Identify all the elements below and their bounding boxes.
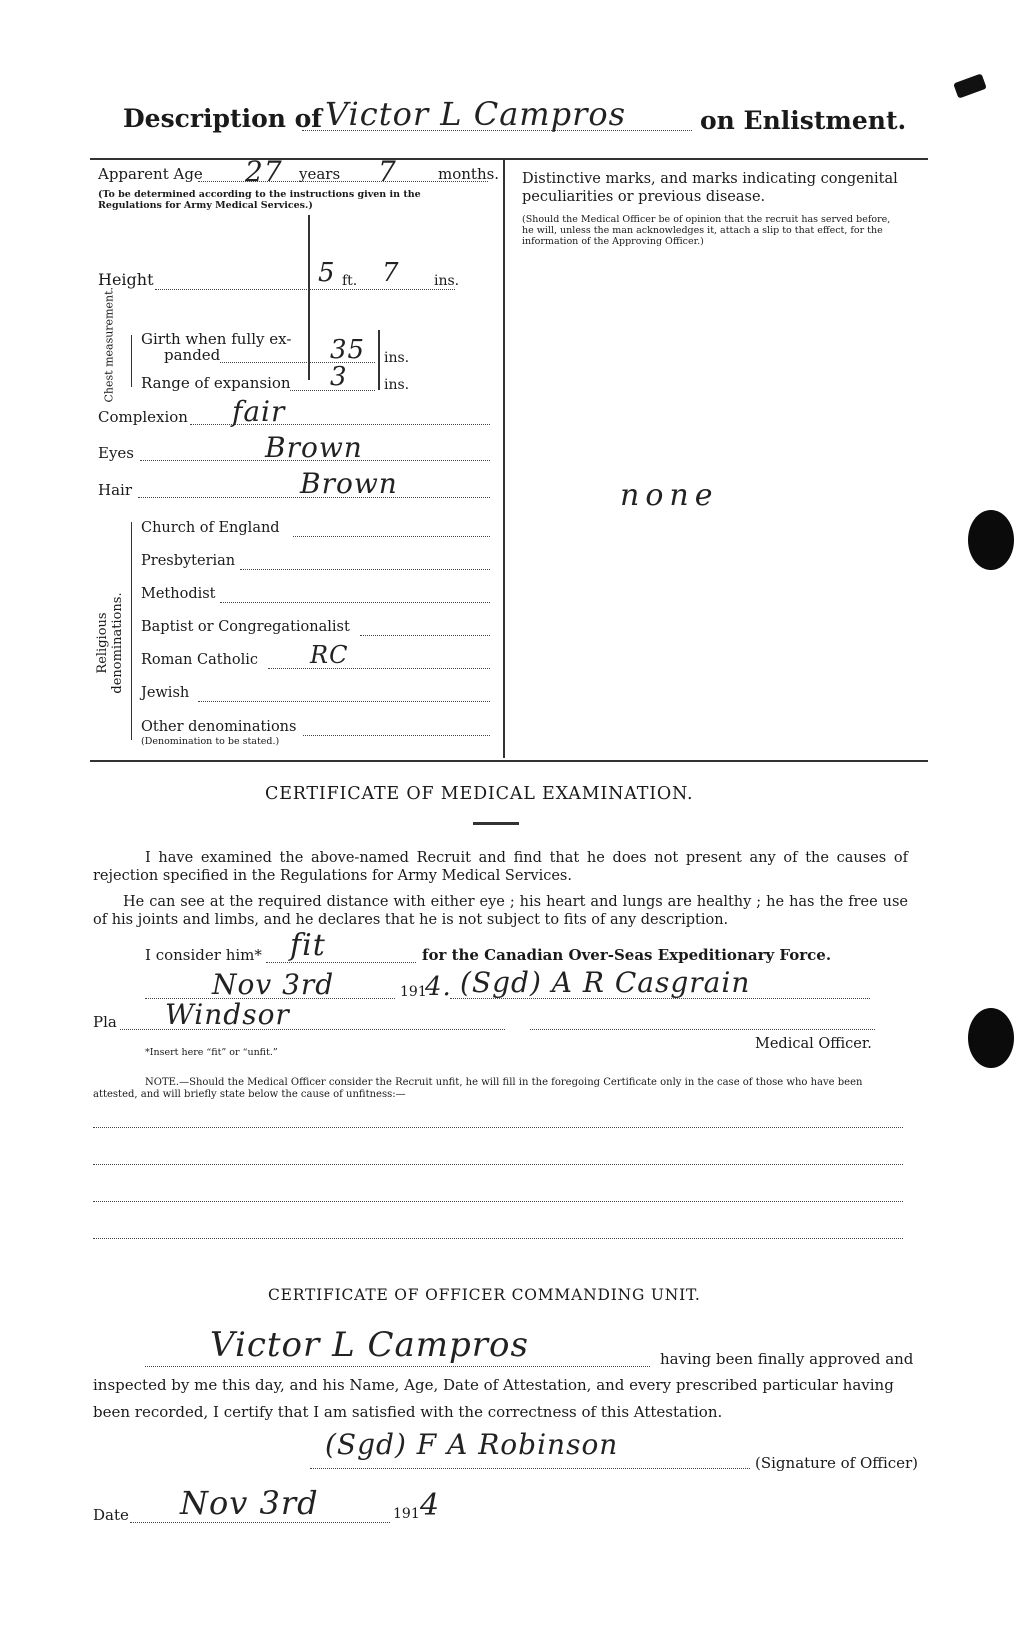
chest-brace [131, 335, 138, 387]
commanding-date-value: Nov 3rd [180, 1484, 319, 1522]
medical-para2: He can see at the required distance with either eye ; his heart and lungs are healthy ; he has the free use of his joints and limbs, and he declares that he is not subject to fits of any description. [93, 894, 908, 928]
girth-value: 35 [330, 335, 366, 365]
header-prefix: Description of [123, 104, 323, 133]
medical-para1: I have examined the above-named Recruit and find that he does not present any of the causes of rejection specified in the Regulations for Army Medical Services. [93, 850, 908, 884]
corner-mark [953, 73, 987, 98]
inner-divider [308, 215, 310, 380]
unfit-line-3 [93, 1201, 903, 1202]
age-months: 7 [378, 155, 397, 188]
religion-line-6 [303, 735, 490, 736]
religion-group-label: Religious denominations. [95, 592, 125, 694]
officer-line [530, 1029, 875, 1030]
header-name: Victor L Campros [325, 95, 627, 133]
description-bottom-rule [90, 760, 928, 762]
girth-label-1: Girth when fully ex- [141, 330, 292, 348]
months-word: months. [438, 165, 500, 183]
religion-line-3 [360, 635, 490, 636]
religion-church-of-england: Church of England [141, 520, 280, 536]
complexion-label: Complexion [98, 408, 188, 426]
punch-hole-bottom [968, 1008, 1014, 1068]
medical-date-value: Nov 3rd [212, 968, 335, 1001]
ins-word: ins. [434, 273, 460, 289]
ft-word: ft. [342, 273, 358, 289]
eyes-label: Eyes [98, 444, 134, 462]
religion-baptist: Baptist or Congregationalist [141, 619, 350, 635]
religion-line-0 [293, 536, 490, 537]
religion-brace [131, 522, 138, 740]
range-ins: ins. [384, 377, 410, 393]
commanding-text-2: inspected by me this day, and his Name, Age, Date of Attestation, and every prescribed particular having [93, 1376, 894, 1394]
religion-other-note: (Denomination to be stated.) [141, 736, 280, 747]
range-label: Range of expansion [141, 374, 291, 392]
column-divider [503, 160, 505, 758]
medical-signature: (Sgd) A R Casgrain [460, 966, 751, 999]
complexion-value: fair [232, 395, 286, 428]
commanding-text-3: been recorded, I certify that I am satisfied with the correctness of this Attestation. [93, 1403, 723, 1421]
medical-note: NOTE.—Should the Medical Officer consider the Recruit unfit, he will fill in the foregoing Certificate only in the case of those who have been attested, and will briefly state below the cause of unfitness:— [93, 1077, 863, 1100]
commanding-year-suffix: 4 [420, 1488, 441, 1523]
inner-divider-short [378, 330, 380, 390]
medical-title-rule [473, 822, 519, 825]
hair-label: Hair [98, 481, 132, 499]
religion-line-5 [198, 701, 490, 702]
commanding-date-label: Date [93, 1506, 129, 1524]
height-in: 7 [382, 258, 400, 288]
age-note: (To be determined according to the instructions given in the Regulations for Army Medical Services.) [98, 189, 421, 211]
medical-title: CERTIFICATE OF MEDICAL EXAMINATION. [265, 784, 694, 804]
commanding-title: CERTIFICATE OF OFFICER COMMANDING UNIT. [268, 1286, 701, 1304]
religion-roman-catholic-value: RC [310, 641, 349, 669]
religion-line-2 [220, 602, 490, 603]
header-suffix: on Enlistment. [700, 106, 907, 135]
marks-heading: Distinctive marks, and marks indicating congenital peculiarities or previous disease. [522, 171, 898, 205]
top-rule [90, 158, 928, 160]
religion-other: Other denominations [141, 719, 297, 735]
marks-value: none [620, 478, 719, 513]
commanding-date-line [130, 1522, 390, 1523]
consider-suffix: for the Canadian Over-Seas Expeditionary Force. [422, 946, 832, 964]
consider-value: fit [290, 928, 326, 963]
unfit-line-2 [93, 1164, 903, 1165]
chest-group-label: Chest measurement. [102, 286, 116, 403]
religion-roman-catholic: Roman Catholic [141, 652, 259, 668]
religion-presbyterian: Presbyterian [141, 553, 236, 569]
commanding-year-prefix: 191 [393, 1506, 420, 1522]
height-ft: 5 [318, 258, 336, 288]
unfit-line-4 [93, 1238, 903, 1239]
age-years: 27 [245, 155, 283, 188]
unfit-line-1 [93, 1127, 903, 1128]
commanding-text-1: having been finally approved and [660, 1350, 914, 1368]
consider-line [266, 962, 416, 963]
commanding-signature-line [310, 1468, 750, 1469]
officer-label: Medical Officer. [755, 1036, 872, 1052]
religion-line-1 [240, 569, 490, 570]
height-line [155, 289, 455, 290]
commanding-signature: (Sgd) F A Robinson [325, 1428, 619, 1461]
place-value: Windsor [165, 998, 290, 1031]
years-word: years [299, 165, 341, 183]
place-label: Pla [93, 1013, 117, 1031]
girth-ins: ins. [384, 350, 410, 366]
girth-label-2: panded [164, 346, 221, 364]
religion-line-4 [268, 668, 490, 669]
religion-methodist: Methodist [141, 586, 216, 602]
commanding-name-line [145, 1366, 650, 1367]
range-value: 3 [330, 362, 348, 392]
consider-label: I consider him* [145, 946, 262, 964]
hair-value: Brown [300, 467, 398, 500]
medical-year-prefix: 191 [400, 984, 427, 1000]
medical-year-suffix: 4. [425, 972, 452, 1002]
age-label: Apparent Age [98, 165, 203, 183]
commanding-signature-label: (Signature of Officer) [755, 1454, 919, 1472]
insert-note: *Insert here “fit” or “unfit.” [145, 1047, 278, 1058]
marks-note: (Should the Medical Officer be of opinion that the recruit has served before, he will, unless the man acknowledges it, attach a slip to that effect, for the information of the Approving Officer.) [522, 214, 891, 247]
commanding-name: Victor L Campros [210, 1325, 529, 1365]
eyes-value: Brown [265, 431, 363, 464]
religion-jewish: Jewish [141, 685, 190, 701]
height-label: Height [98, 270, 154, 289]
punch-hole-top [968, 510, 1014, 570]
